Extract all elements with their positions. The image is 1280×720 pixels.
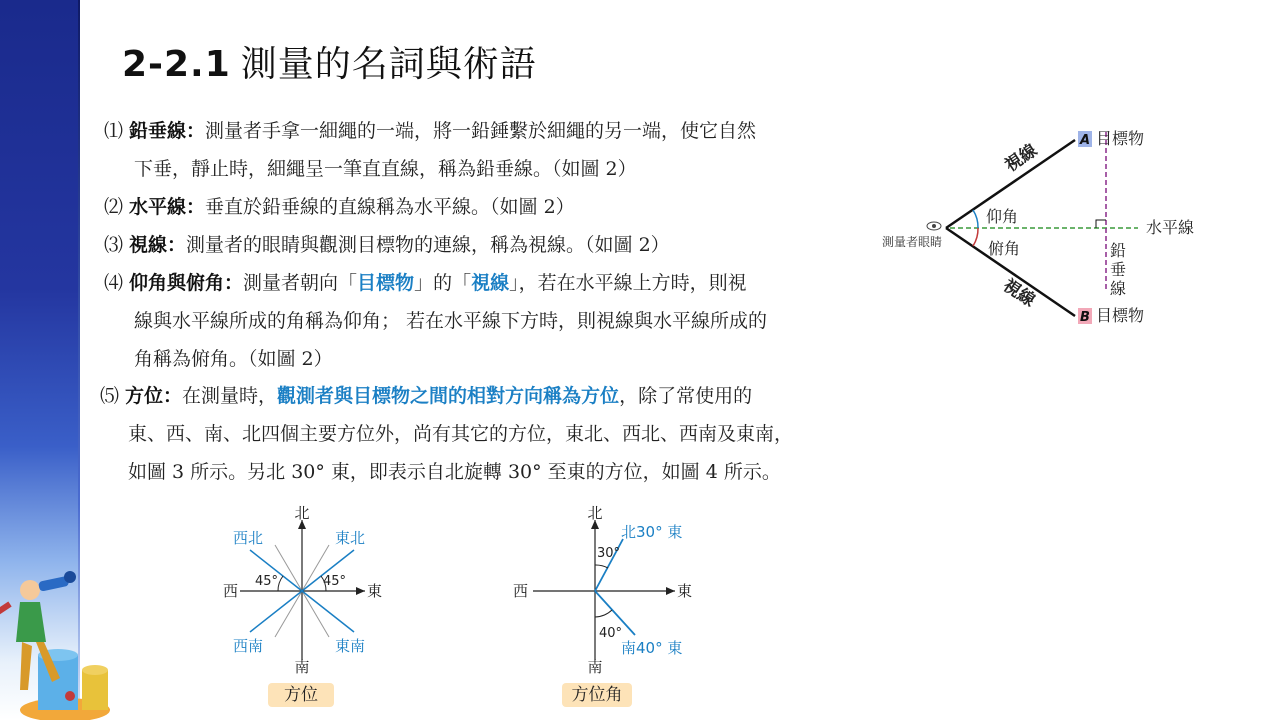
- horizontal-label: 水平線: [1146, 218, 1195, 237]
- highlight-bearing-definition: 觀測者與目標物之間的相對方向稱為方位: [277, 385, 620, 407]
- definition-text: 測量者手拿一細繩的一端，將一鉛錘繫於細繩的另一端，使它自然: [205, 120, 757, 142]
- vertical-char-1: 鉛: [1110, 241, 1127, 260]
- label-west: 西: [513, 582, 529, 600]
- section-title: 測量的名詞與術語: [240, 44, 537, 85]
- label-s40e: 南40° 東: [621, 639, 683, 657]
- item-4-line-3: 角稱為俯角。（如圖 2）: [134, 348, 333, 370]
- angle-left: 45°: [255, 574, 279, 589]
- term-bearing: 方位：: [125, 385, 183, 407]
- depression-label: 俯角: [988, 239, 1021, 258]
- term-horizontal-line: 水平線：: [129, 196, 206, 218]
- vertical-char-2: 垂: [1110, 260, 1127, 279]
- term-plumb-line: 鉛垂線：: [129, 120, 206, 142]
- label-east: 東: [677, 582, 693, 600]
- item-3-line-1: [104, 232, 670, 258]
- arrow-east: [356, 587, 365, 595]
- caption-bearing: 方位: [268, 683, 334, 707]
- target-a-letter: A: [1079, 133, 1091, 148]
- figure-elevation-depression: [870, 120, 1210, 340]
- label-north: 北: [587, 505, 603, 522]
- item-number: ⑶: [104, 234, 124, 256]
- item-number: ⑸: [100, 385, 120, 407]
- right-angle-mark: [1096, 220, 1106, 228]
- caption-bearing-angle: 方位角: [562, 683, 632, 707]
- definition-text: 垂直於鉛垂線的直線稱為水平線。（如圖 2）: [205, 196, 575, 218]
- definition-text: ，除了常使用的: [619, 385, 753, 407]
- term-elevation-depression: 仰角與俯角：: [129, 272, 244, 294]
- label-south: 南: [294, 658, 310, 675]
- label-sw: 西南: [233, 637, 264, 655]
- target-b-letter: B: [1080, 310, 1090, 325]
- highlight-sight: 視線: [471, 272, 510, 294]
- target-b-label: 目標物: [1096, 306, 1145, 325]
- definition-text: 」，若在水平線上方時，則視: [509, 272, 747, 294]
- item-number: ⑷: [104, 272, 124, 294]
- label-se: 東南: [335, 637, 366, 655]
- definition-text: 測量者朝向「: [243, 272, 358, 294]
- item-4-line-2: 線與水平線所成的角稱為仰角； 若在水平線下方時，則視線與水平線所成的: [134, 310, 768, 332]
- mascot-illustration: [0, 560, 110, 720]
- item-5-line-1: [100, 383, 752, 409]
- figure-bearing-angles: [505, 505, 705, 675]
- label-north: 北: [294, 505, 310, 522]
- item-5-line-3: 如圖 3 所示。另北 30° 東，即表示自北旋轉 30° 至東的方位，如圖 4 所示。: [128, 461, 781, 483]
- item-2-line-1: [104, 194, 575, 220]
- item-number: ⑴: [104, 120, 124, 142]
- term-line-of-sight: 視線：: [129, 234, 187, 256]
- label-west: 西: [223, 582, 239, 600]
- definition-text: 測量者的眼睛與觀測目標物的連線，稱為視線。（如圖 2）: [186, 234, 670, 256]
- target-a-label: 目標物: [1096, 129, 1145, 148]
- sight-label-up: 視線: [1001, 140, 1041, 177]
- ray-sw: [250, 591, 302, 632]
- arrow-east: [666, 587, 675, 595]
- elevation-label: 仰角: [986, 207, 1019, 226]
- depression-arc: [973, 228, 978, 246]
- ray-se: [302, 591, 354, 632]
- observer-label: 測量者眼睛: [882, 235, 943, 249]
- elevation-arc: [973, 210, 978, 228]
- angle-bottom: 40°: [599, 626, 623, 641]
- definition-text: 在測量時，: [182, 385, 278, 407]
- label-east: 東: [367, 582, 383, 600]
- angle-right: 45°: [323, 574, 347, 589]
- definition-text: 」的「: [414, 272, 472, 294]
- figure-compass-directions: [215, 505, 395, 675]
- label-ne: 東北: [335, 529, 366, 547]
- item-5-line-2: 東、西、南、北四個主要方位外，尚有其它的方位，東北、西北、西南及東南，: [128, 423, 794, 445]
- item-1-line-1: [104, 118, 756, 144]
- item-4-line-1: [104, 270, 747, 296]
- sight-label-down: 視線: [999, 275, 1039, 312]
- item-number: ⑵: [104, 196, 124, 218]
- label-nw: 西北: [233, 529, 264, 547]
- page-title: [122, 36, 537, 87]
- label-south: 南: [587, 658, 603, 675]
- label-n30e: 北30° 東: [621, 523, 683, 541]
- highlight-target: 目標物: [357, 272, 415, 294]
- angle-top: 30°: [597, 546, 621, 561]
- item-1-line-2: 下垂，靜止時，細繩呈一筆直直線，稱為鉛垂線。（如圖 2）: [134, 158, 637, 180]
- section-number: 2-2.1: [122, 44, 231, 85]
- vertical-char-3: 線: [1110, 279, 1127, 298]
